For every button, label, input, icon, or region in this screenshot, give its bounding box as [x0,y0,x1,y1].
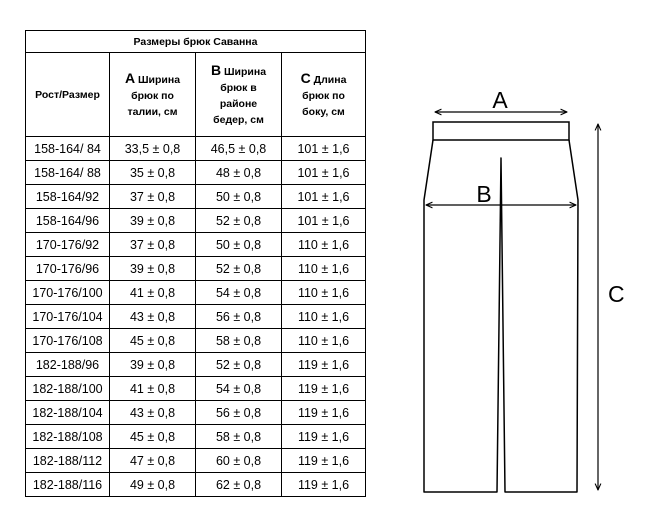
trousers-outline [424,140,578,492]
cell-waist: 45 ± 0,8 [110,329,196,353]
cell-size: 170-176/92 [26,233,110,257]
cell-hip: 52 ± 0,8 [196,257,282,281]
cell-length: 101 ± 1,6 [282,185,366,209]
trousers-diagram [400,0,646,525]
cell-length: 101 ± 1,6 [282,161,366,185]
table-row [26,209,366,233]
label-c: C [608,281,625,307]
cell-hip: 46,5 ± 0,8 [196,137,282,161]
cell-size: 182-188/100 [26,377,110,401]
cell-length: 119 ± 1,6 [282,449,366,473]
table-row [26,233,366,257]
header-a-line2: брюк по [131,89,174,102]
table-title: Размеры брюк Саванна [26,31,366,53]
cell-hip: 62 ± 0,8 [196,473,282,497]
cell-length: 110 ± 1,6 [282,233,366,257]
cell-waist: 47 ± 0,8 [110,449,196,473]
cell-hip: 56 ± 0,8 [196,305,282,329]
table-title-row [26,31,366,53]
cell-size: 182-188/112 [26,449,110,473]
cell-waist: 43 ± 0,8 [110,305,196,329]
cell-length: 110 ± 1,6 [282,257,366,281]
cell-waist: 39 ± 0,8 [110,353,196,377]
table-row [26,305,366,329]
header-b-line3: районе [219,97,258,110]
header-c-line2: брюк по [302,89,345,102]
cell-size: 170-176/104 [26,305,110,329]
cell-waist: 43 ± 0,8 [110,401,196,425]
table-row [26,185,366,209]
cell-waist: 49 ± 0,8 [110,473,196,497]
cell-hip: 60 ± 0,8 [196,449,282,473]
cell-length: 119 ± 1,6 [282,401,366,425]
cell-size: 170-176/100 [26,281,110,305]
header-b-line4: бедер, см [213,113,264,126]
table-header-row [26,53,366,137]
header-a-line1: Ширина [137,73,181,86]
header-b-line2: брюк в [220,81,257,94]
cell-size: 182-188/116 [26,473,110,497]
cell-hip: 52 ± 0,8 [196,209,282,233]
header-b-letter: В [210,61,222,78]
label-b: B [476,181,492,207]
cell-hip: 52 ± 0,8 [196,353,282,377]
cell-waist: 37 ± 0,8 [110,233,196,257]
waistband-outline [433,122,569,140]
cell-size: 182-188/108 [26,425,110,449]
header-side-length [282,53,366,137]
cell-length: 119 ± 1,6 [282,425,366,449]
header-b-line1: Ширина [223,65,267,78]
cell-waist: 45 ± 0,8 [110,425,196,449]
cell-hip: 50 ± 0,8 [196,233,282,257]
cell-hip: 58 ± 0,8 [196,425,282,449]
cell-hip: 58 ± 0,8 [196,329,282,353]
cell-length: 119 ± 1,6 [282,473,366,497]
table-row [26,161,366,185]
header-c-line3: боку, см [302,105,345,118]
cell-size: 158-164/92 [26,185,110,209]
cell-waist: 35 ± 0,8 [110,161,196,185]
table-row [26,425,366,449]
cell-size: 170-176/96 [26,257,110,281]
cell-length: 119 ± 1,6 [282,353,366,377]
cell-length: 101 ± 1,6 [282,209,366,233]
table-row [26,353,366,377]
cell-hip: 48 ± 0,8 [196,161,282,185]
header-size [26,53,110,137]
table-row [26,257,366,281]
cell-size: 170-176/108 [26,329,110,353]
header-size-label: Рост/Размер [35,88,100,101]
cell-length: 110 ± 1,6 [282,305,366,329]
header-a-letter: А [124,69,136,86]
header-hip-width [196,53,282,137]
table-row [26,329,366,353]
table-row [26,473,366,497]
cell-length: 110 ± 1,6 [282,281,366,305]
header-waist-width [110,53,196,137]
header-c-letter: С [300,69,311,86]
cell-hip: 54 ± 0,8 [196,377,282,401]
table-row [26,281,366,305]
table-row [26,401,366,425]
cell-hip: 54 ± 0,8 [196,281,282,305]
cell-length: 119 ± 1,6 [282,377,366,401]
cell-waist: 41 ± 0,8 [110,377,196,401]
cell-waist: 39 ± 0,8 [110,209,196,233]
table-row [26,137,366,161]
cell-length: 110 ± 1,6 [282,329,366,353]
label-a: A [492,87,508,113]
cell-waist: 41 ± 0,8 [110,281,196,305]
cell-waist: 37 ± 0,8 [110,185,196,209]
header-c-line1: Длина [313,73,347,86]
table-row [26,449,366,473]
cell-hip: 50 ± 0,8 [196,185,282,209]
cell-size: 182-188/104 [26,401,110,425]
cell-length: 101 ± 1,6 [282,137,366,161]
cell-size: 182-188/96 [26,353,110,377]
size-table [25,30,366,497]
cell-size: 158-164/ 84 [26,137,110,161]
header-a-line3: талии, см [127,105,178,118]
cell-size: 158-164/ 88 [26,161,110,185]
cell-waist: 33,5 ± 0,8 [110,137,196,161]
cell-size: 158-164/96 [26,209,110,233]
cell-hip: 56 ± 0,8 [196,401,282,425]
table-row [26,377,366,401]
cell-waist: 39 ± 0,8 [110,257,196,281]
